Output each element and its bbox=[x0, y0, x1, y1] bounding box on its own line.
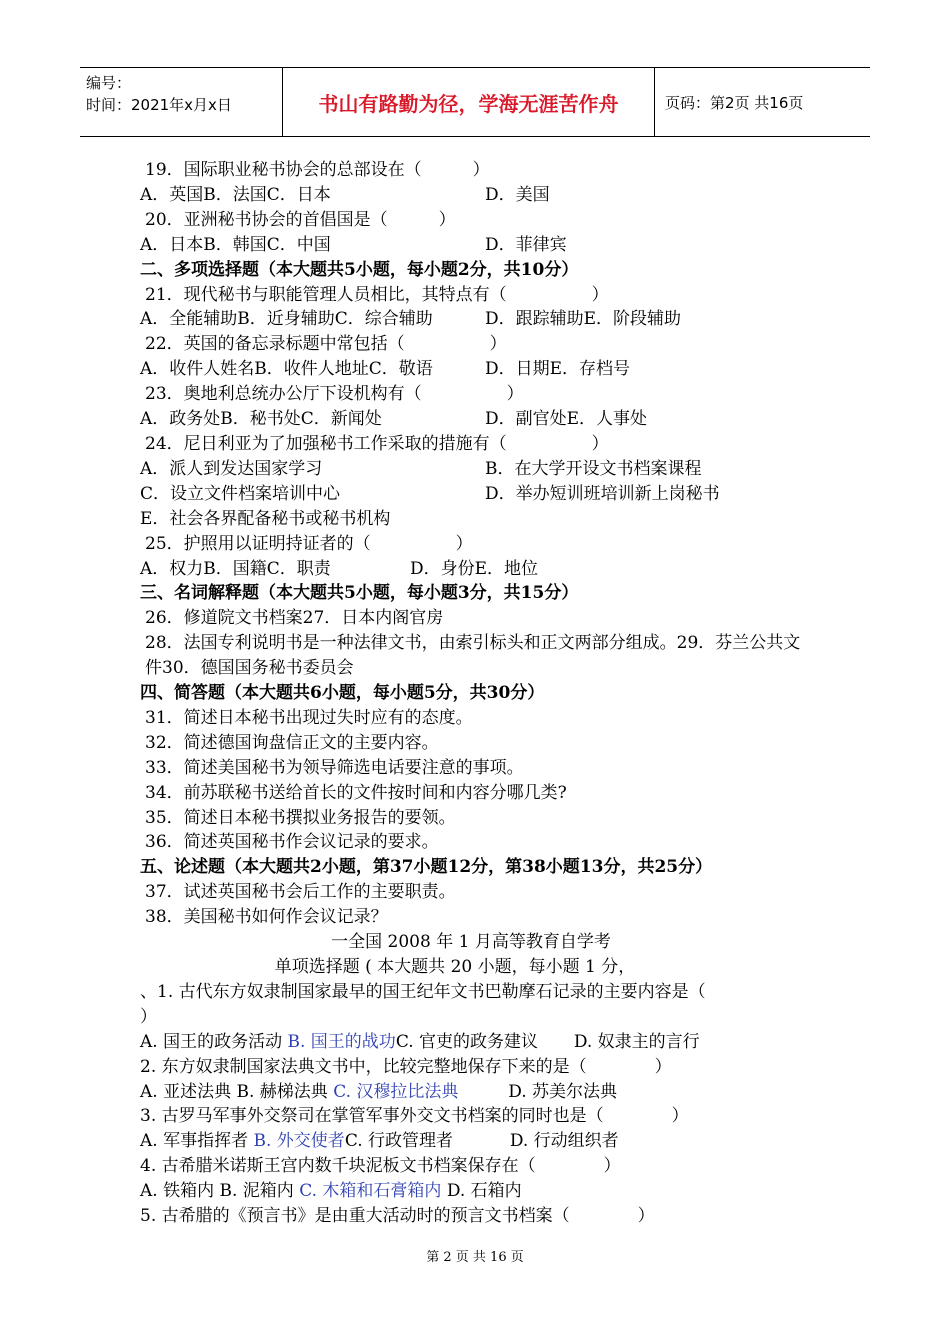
header-page-label: 页码：第2页 共16页 bbox=[665, 93, 804, 112]
section-heading-5: 五、论述题（本大题共2小题，第37小题12分，第38小题13分，共25分） bbox=[140, 857, 713, 878]
question-25-options: A．权力B．国籍C．职责 D．身份E．地位 bbox=[140, 558, 539, 579]
answer-highlight: B. 外交使者 bbox=[253, 1131, 345, 1152]
new-question-1-options: A. 国王的政务活动 B. 国王的战功C. 官吏的政务建议 D. 奴隶主的言行 bbox=[140, 1031, 700, 1052]
question-24-options-cd: C．设立文件档案培训中心 D．举办短训班培训新上岗秘书 bbox=[140, 483, 720, 504]
number-label: 编号： bbox=[86, 74, 132, 92]
header-meta bbox=[80, 68, 282, 136]
new-question-3: 3. 古罗马军事外交祭司在掌管军事外交文书档案的同时也是（ ） bbox=[140, 1106, 689, 1127]
question-21: 21．现代秘书与职能管理人员相比，其特点有（ ） bbox=[145, 284, 609, 305]
question-24-options-ab: A．派人到发达国家学习 B．在大学开设文书档案课程 bbox=[140, 458, 702, 479]
page-footer: 第 2 页 共 16 页 bbox=[426, 1250, 524, 1265]
question-31: 31．简述日本秘书出现过失时应有的态度。 bbox=[145, 707, 473, 728]
question-28-30: 28．法国专利说明书是一种法律文书，由索引标头和正文两部分组成。29．芬兰公共文件30．德国国务秘书委员会 bbox=[145, 633, 801, 679]
question-19: 19．国际职业秘书协会的总部设在（ ） bbox=[145, 160, 490, 180]
new-question-1: 、1. 古代东方奴隶制国家最早的国王纪年文书巴勒摩石记录的主要内容是（ bbox=[140, 981, 706, 1002]
question-25: 25．护照用以证明持证者的（ ） bbox=[145, 533, 473, 554]
section-heading-3: 三、名词解释题（本大题共5小题，每小题3分，共15分） bbox=[140, 583, 579, 604]
question-24-option-e: E．社会各界配备秘书或秘书机构 bbox=[140, 508, 391, 529]
question-23: 23．奥地利总统办公厅下设机构有（ ） bbox=[145, 384, 524, 405]
question-19-options: A．英国B．法国C．日本 D．美国 bbox=[140, 184, 550, 205]
answer-highlight: C. 汉穆拉比法典 bbox=[333, 1081, 459, 1102]
question-24: 24．尼日利亚为了加强秘书工作采取的措施有（ ） bbox=[145, 433, 609, 454]
question-37: 37．试述英国秘书会后工作的主要职责。 bbox=[145, 882, 456, 903]
question-21-options: A．全能辅助B．近身辅助C．综合辅助 D．跟踪辅助E．阶段辅助 bbox=[140, 309, 682, 330]
question-22: 22．英国的备忘录标题中常包括（ ） bbox=[145, 334, 507, 355]
new-question-2: 2. 东方奴隶制国家法典文书中，比较完整地保存下来的是（ ） bbox=[140, 1056, 672, 1077]
new-question-3-options: A. 军事指挥者 B. 外交使者C. 行政管理者 D. 行动组织者 bbox=[140, 1131, 619, 1152]
new-question-4-options: A. 铁箱内 B. 泥箱内 C. 木箱和石膏箱内 D. 石箱内 bbox=[140, 1181, 522, 1202]
new-question-4: 4. 古希腊米诺斯王宫内数千块泥板文书档案保存在（ ） bbox=[140, 1156, 621, 1177]
time-label: 时间：2021年x月x日 bbox=[86, 96, 232, 114]
exam-subtitle: 单项选择题 ( 本大题共 20 小题，每小题 1 分， bbox=[274, 957, 636, 977]
question-38: 38．美国秘书如何作会议记录？ bbox=[145, 907, 388, 928]
header-motto: 书山有路勤为径，学海无涯苦作舟 bbox=[282, 68, 655, 136]
new-question-1-cont: ） bbox=[140, 1006, 157, 1027]
section-heading-2: 二、多项选择题（本大题共5小题，每小题2分，共10分） bbox=[140, 259, 579, 280]
question-20: 20．亚洲秘书协会的首倡国是（ ） bbox=[145, 209, 456, 230]
page-header bbox=[80, 67, 870, 137]
question-20-options: A．日本B．韩国C．中国 D．菲律宾 bbox=[140, 234, 567, 255]
question-34: 34．前苏联秘书送给首长的文件按时间和内容分哪几类? bbox=[145, 782, 567, 803]
new-question-5: 5. 古希腊的《预言书》是由重大活动时的预言文书档案（ ） bbox=[140, 1206, 655, 1227]
question-22-options: A．收件人姓名B．收件人地址C．敬语 D．日期E．存档号 bbox=[140, 359, 631, 380]
new-question-2-options: A. 亚述法典 B. 赫梯法典 C. 汉穆拉比法典 D. 苏美尔法典 bbox=[140, 1080, 820, 1105]
question-36: 36．简述英国秘书作会议记录的要求。 bbox=[145, 832, 439, 853]
question-35: 35．简述日本秘书撰拟业务报告的要领。 bbox=[145, 807, 456, 828]
answer-highlight: B. 国王的战功 bbox=[287, 1031, 396, 1052]
exam-title: 一全国 2008 年 1 月高等教育自学考 bbox=[331, 932, 611, 953]
answer-highlight: C. 木箱和石膏箱内 bbox=[299, 1181, 442, 1202]
section-heading-4: 四、简答题（本大题共6小题，每小题5分，共30分） bbox=[140, 683, 545, 704]
question-33: 33．简述美国秘书为领导筛选电话要注意的事项。 bbox=[145, 757, 524, 778]
question-23-options: A．政务处B．秘书处C．新闻处 D．副官处E．人事处 bbox=[140, 409, 648, 430]
question-32: 32．简述德国询盘信正文的主要内容。 bbox=[145, 732, 439, 753]
document-body bbox=[140, 158, 820, 1229]
question-26-27: 26．修道院文书档案27．日本内阁官房 bbox=[145, 608, 444, 629]
